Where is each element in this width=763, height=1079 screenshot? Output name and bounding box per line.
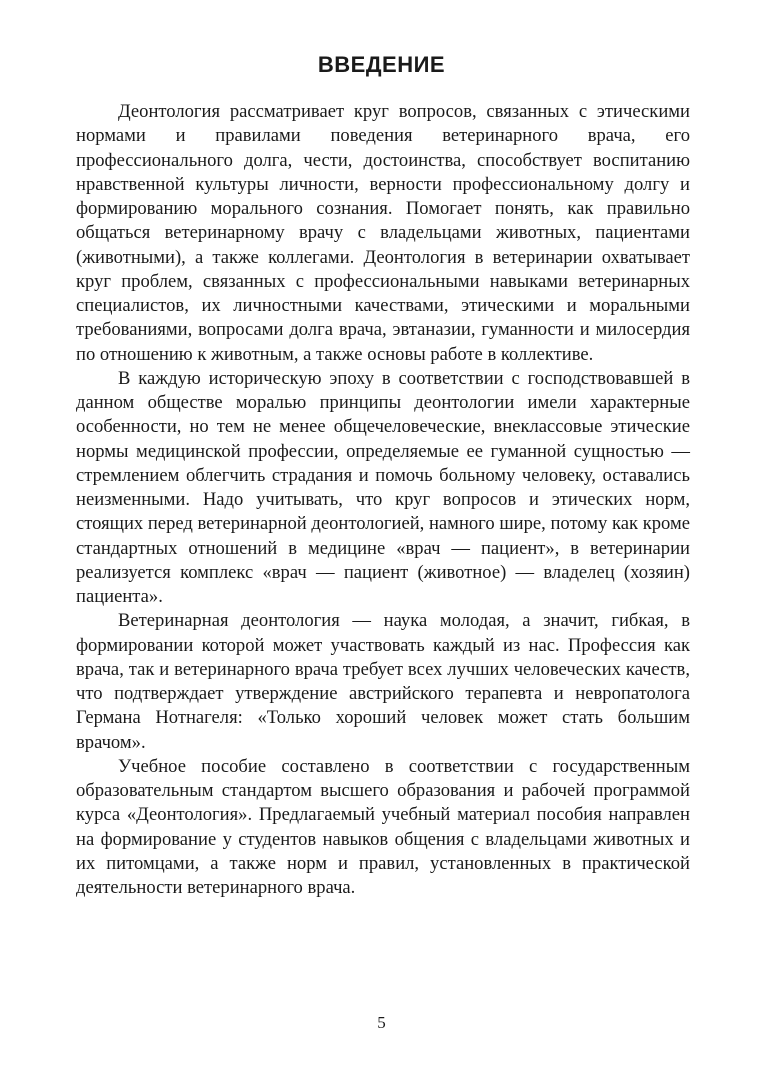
paragraph-4: Учебное пособие составлено в соответствии с государственным образовательным стандартом высшего образования и рабочей программой курса «Деонтология». Предлагаемый учебный материал пособия направлен на формирование у студентов навыков общения с владельцами животных и их питомцами, а также норм и правил, установленных в практической деятельности ветеринарного врача. [76,755,690,898]
paragraph-1: Деонтология рассматривает круг вопросов, связанных с этическими нормами и правилами поведения ветеринарного врача, его профессионального долга, чести, достоинства, способствует воспитанию нравственной культуры личности, верности профессиональному долгу и формированию морального сознания. Помогает понять, как правильно общаться ветеринарному врачу с владельцами животных, пациентами (животными), а также коллегами. Деонтология в ветеринарии охватывает круг проблем, связанных с профессиональными навыками ветеринарных специалистов, их личностными качествами, этическими и моральными требованиями, вопросами долга врача, эвтаназии, гуманности и милосердия по отношению к животным, а также основы работе в коллективе. [76,101,690,365]
paragraph-2: В каждую историческую эпоху в соответствии с господствовавшей в данном обществе моралью принципы деонтологии имели характерные особенности, но тем не менее общечеловеческие, внеклассовые этические нормы медицинской профессии, определяемые ее гуманной сущностью — стремлением облегчить страдания и помочь больному человеку, оставались неизменными. Надо учитывать, что круг вопросов и этических норм, стоящих перед ветеринарной деонтологией, намного шире, потому как кроме стандартных отношений в медицине «врач — пациент», в ветеринарии реализуется комплекс «врач — пациент (животное) — владелец (хозяин) пациента». [76,367,690,607]
page-number: 5 [377,1013,386,1032]
body-text [76,100,690,900]
page-title: ВВЕДЕНИЕ [317,52,446,77]
paragraph-3: Ветеринарная деонтология — наука молодая, а значит, гибкая, в формировании которой может участвовать каждый из нас. Профессия как врача, так и ветеринарного врача требует всех лучших человеческих качеств, что подтверждает утверждение австрийского терапевта и невропатолога Германа Нотнагеля: «Только хороший человек может стать большим врачом». [76,610,690,753]
